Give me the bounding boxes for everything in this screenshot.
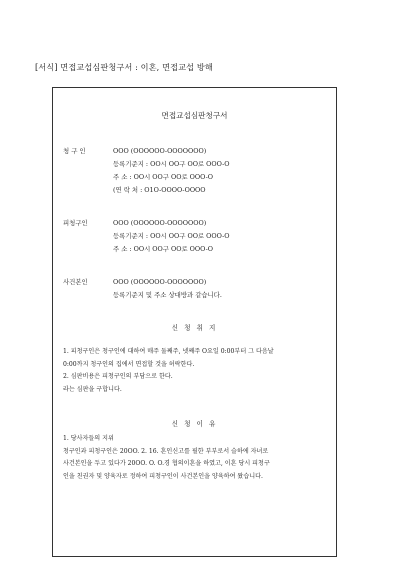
reason-heading: 신 청 이 유 — [171, 420, 218, 428]
purpose-line: 라는 심판을 구합니다. — [63, 385, 122, 393]
principal-note: 등록기준지 및 주소 상대방과 같습니다. — [113, 291, 222, 299]
document-frame — [52, 87, 337, 557]
respondent-name: OOO (OOOOOO-OOOOOOO) — [113, 219, 207, 227]
respondent-address: 주 소 : OO시 OO구 OO로 OOO-O — [113, 245, 213, 253]
principal-label: 사건본인 — [63, 278, 88, 286]
petitioner-address: 주 소 : OO시 OO구 OO로 OOO-O — [113, 173, 213, 181]
form-label: [서식] 면접교섭심판청구서 : 이혼, 면접교섭 방해 — [35, 62, 213, 72]
respondent-label: 피청구인 — [63, 219, 88, 227]
reason-line: 청구인과 피청구인은 20OO. 2. 16. 혼인신고를 필한 부부로서 슬하에 자녀로 — [63, 447, 269, 455]
purpose-paragraph — [63, 346, 331, 396]
petitioner-domicile: 등록기준지 : OO시 OO구 OO로 OOO-O — [113, 160, 230, 168]
purpose-line: 1. 피청구인은 청구인에 대하여 매주 둘째주, 넷째주 O요일 0:00부터 그 다음날 — [63, 348, 274, 355]
purpose-heading: 신 청 취 지 — [171, 324, 218, 332]
principal-name: OOO (OOOOOO-OOOOOOO) — [113, 278, 207, 286]
petitioner-name: OOO (OOOOOO-OOOOOOO) — [113, 147, 207, 155]
purpose-line: 2. 심판비용은 피청구인의 부담으로 한다. — [63, 373, 173, 381]
petitioner-label: 청 구 인 — [63, 147, 86, 155]
reason-line: 인을 친권자 및 양육자로 정하여 피청구인이 사건본인을 양육하여 왔습니다. — [63, 472, 263, 480]
document-title: 면접교섭심판청구서 — [161, 111, 228, 120]
petitioner-phone: (연 락 처 : O1O-OOOO-OOOO — [113, 186, 206, 194]
purpose-line: 0:00까지 청구인의 집에서 면접할 것을 허락한다. — [63, 360, 195, 368]
reason-paragraph — [63, 433, 331, 483]
reason-line: 사건본인을 두고 있다가 20OO. O. O.경 협의이혼을 하였고, 이혼 당시 피청구 — [63, 460, 270, 468]
respondent-domicile: 등록기준지 : OO시 OO구 OO로 OOO-O — [113, 232, 230, 240]
reason-line: 1. 당사자들의 지위 — [63, 435, 114, 442]
